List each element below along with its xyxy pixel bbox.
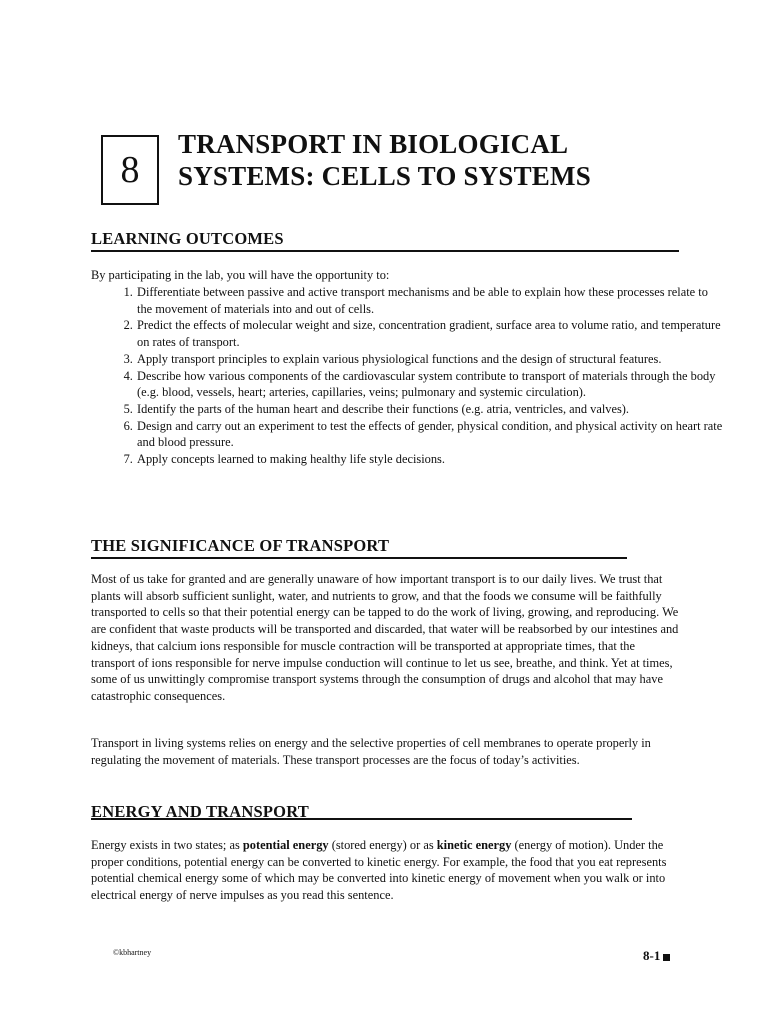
chapter-number-box: [101, 135, 159, 205]
potential-energy-term: potential energy: [242, 838, 329, 852]
chapter-title-line-2: SYSTEMS: CELLS TO SYSTEMS: [178, 161, 591, 191]
page-number-block: [643, 948, 670, 964]
learning-outcomes-rule: [91, 250, 679, 252]
list-item: 5. Identify the parts of the human heart and describe their functions (e.g. atria, ventricles, and valves).: [136, 401, 726, 418]
chapter-title-line-1: TRANSPORT IN BIOLOGICAL: [178, 129, 569, 159]
kinetic-energy-term: kinetic energy: [436, 838, 512, 852]
list-item: 2. Predict the effects of molecular weight and size, concentration gradient, surface area to volume ratio, and temperature on rates of transport.: [136, 317, 726, 350]
learning-outcomes-list: [91, 284, 726, 468]
significance-paragraph-1: Most of us take for granted and are generally unaware of how important transport is to our daily lives. We trust that plants will absorb sufficient sunlight, water, and nutrients to grow, and that the foods we consume will be faithfully transported to cells so that their potential energy can be tapped to do the work of living, growing, and reproducing. We are confident that waste products will be transported and discarded, that water will be reabsorbed by our intestines and kidneys, that calcium ions responsible for muscle contraction will be transported at appropriate times, that the transport of ions responsible for nerve impulse conduction will continue to let us see, breathe, and think. Yet at times, some of us unwittingly compromise transport systems through the consumption of drugs and alcohol that may have catastrophic consequences.: [91, 572, 679, 703]
energy-text-c: (energy of motion). Under the proper conditions, potential energy can be converted to kinetic energy. For example, the food that you eat represents potential chemical energy some of which may be converted into kinetic energy of movement when you walk or into electrical energy of nerve impulses as you read this sentence.: [91, 838, 667, 903]
energy-heading: ENERGY AND TRANSPORT: [91, 802, 309, 821]
square-bullet-icon: [663, 954, 670, 961]
learning-outcomes-intro: By participating in the lab, you will have the opportunity to:: [91, 268, 390, 282]
chapter-number: 8: [120, 149, 140, 191]
energy-rule: [91, 818, 632, 820]
list-item: 6. Design and carry out an experiment to test the effects of gender, physical condition, and physical activity on heart rate and blood pressure.: [136, 418, 726, 451]
significance-rule: [91, 557, 627, 559]
energy-text-b: (stored energy) or as: [328, 838, 437, 852]
energy-paragraph: [91, 837, 681, 904]
list-item: 7. Apply concepts learned to making healthy life style decisions.: [136, 451, 726, 468]
copyright-notice: ©kbhartney: [113, 948, 152, 957]
list-item: 3. Apply transport principles to explain various physiological functions and the design of structural features.: [136, 351, 726, 368]
significance-paragraph-2: Transport in living systems relies on energy and the selective properties of cell membranes to operate properly in regulating the movement of materials. These transport processes are the focus of today’s activities.: [91, 736, 651, 767]
learning-outcomes-heading: LEARNING OUTCOMES: [91, 229, 284, 248]
chapter-title: [178, 128, 591, 192]
significance-heading: THE SIGNIFICANCE OF TRANSPORT: [91, 536, 390, 555]
energy-text-a: Energy exists in two states; as: [91, 838, 243, 852]
list-item: 4. Describe how various components of the cardiovascular system contribute to transport of materials through the body (e.g. blood, vessels, heart; arteries, capillaries, veins; pulmonary and systemic circulation).: [136, 368, 726, 401]
page-number: 8-1: [643, 948, 661, 963]
list-item: 1. Differentiate between passive and active transport mechanisms and be able to explain how these processes relate to the movement of materials into and out of cells.: [136, 284, 726, 317]
